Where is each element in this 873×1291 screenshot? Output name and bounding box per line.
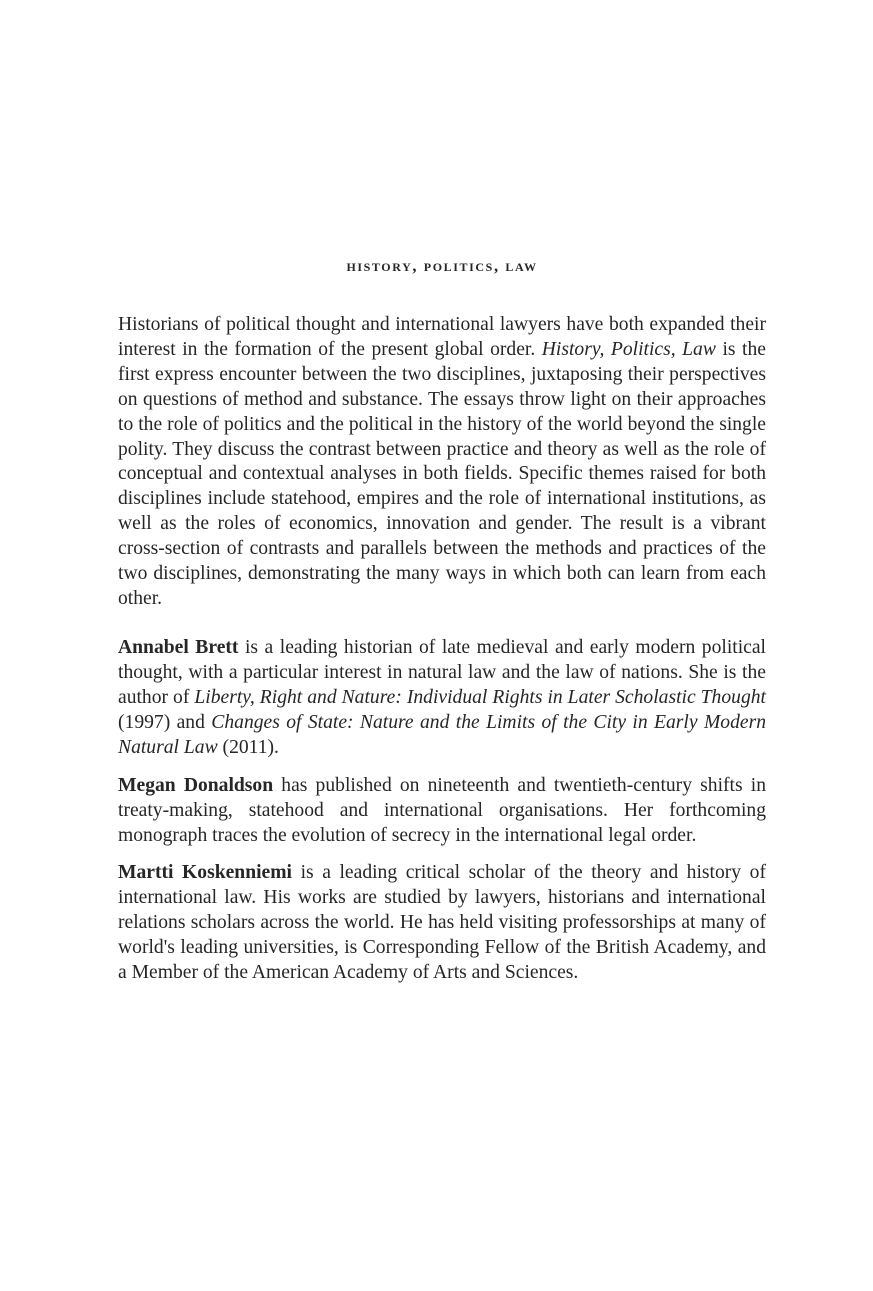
description-text-2: is the first express encounter between the two disciplines, juxtaposing their perspectives on questions of method and substance. The essays throw light on their approaches to the role of politics and the political in the history of the world beyond the single polity. They discuss the contrast between practice and theory as well as the role of conceptual and contextual analyses in both fields. Specific themes raised for both disciplines include statehood, empires and the role of international institutions, as well as the roles of economics, innovation and gender. The result is a vibrant cross-section of contrasts and parallels between the methods and practices of the two disciplines, demonstrating the many ways in which both can learn from each other. <box>118 338 766 609</box>
bio-text: has published on nineteenth and twentieth-century shifts in treaty-making, statehood and international organisations. Her forthcoming monograph traces the evolution of secrecy in the international legal order. <box>118 775 766 846</box>
description-book-title: History, Politics, Law <box>541 338 716 360</box>
bio-text: (2011). <box>217 736 279 758</box>
bio-name: Martti Koskenniemi <box>118 862 293 883</box>
bio-martti-koskenniemi <box>118 861 766 986</box>
bio-annabel-brett <box>118 636 766 761</box>
bio-text: (1997) and <box>118 711 212 733</box>
bio-name: Megan Donaldson <box>118 775 274 796</box>
bio-text: is a leading critical scholar of the theory and history of international law. His works are studied by lawyers, historians and international relations scholars across the world. He has held visiting professorships at many of world's leading universities, is Corresponding Fellow of the British Academy, and a Member of the American Academy of Arts and Sciences. <box>118 862 766 983</box>
book-description <box>118 313 766 612</box>
bio-megan-donaldson <box>118 774 766 849</box>
bio-text: is a leading historian of late medieval and early modern political thought, with a particular interest in natural law and the law of nations. She is the author of <box>118 637 766 708</box>
page-title: history, politics, law <box>346 256 538 275</box>
bio-book-title: Changes of State: Nature and the Limits of the City in Early Modern Natural Law <box>118 711 766 758</box>
description-text-1: Historians of political thought and international lawyers have both expanded their interest in the formation of the present global order. <box>118 314 766 360</box>
bio-name: Annabel Brett <box>118 637 239 658</box>
bio-book-title: Liberty, Right and Nature: Individual Rights in Later Scholastic Thought <box>194 686 766 708</box>
